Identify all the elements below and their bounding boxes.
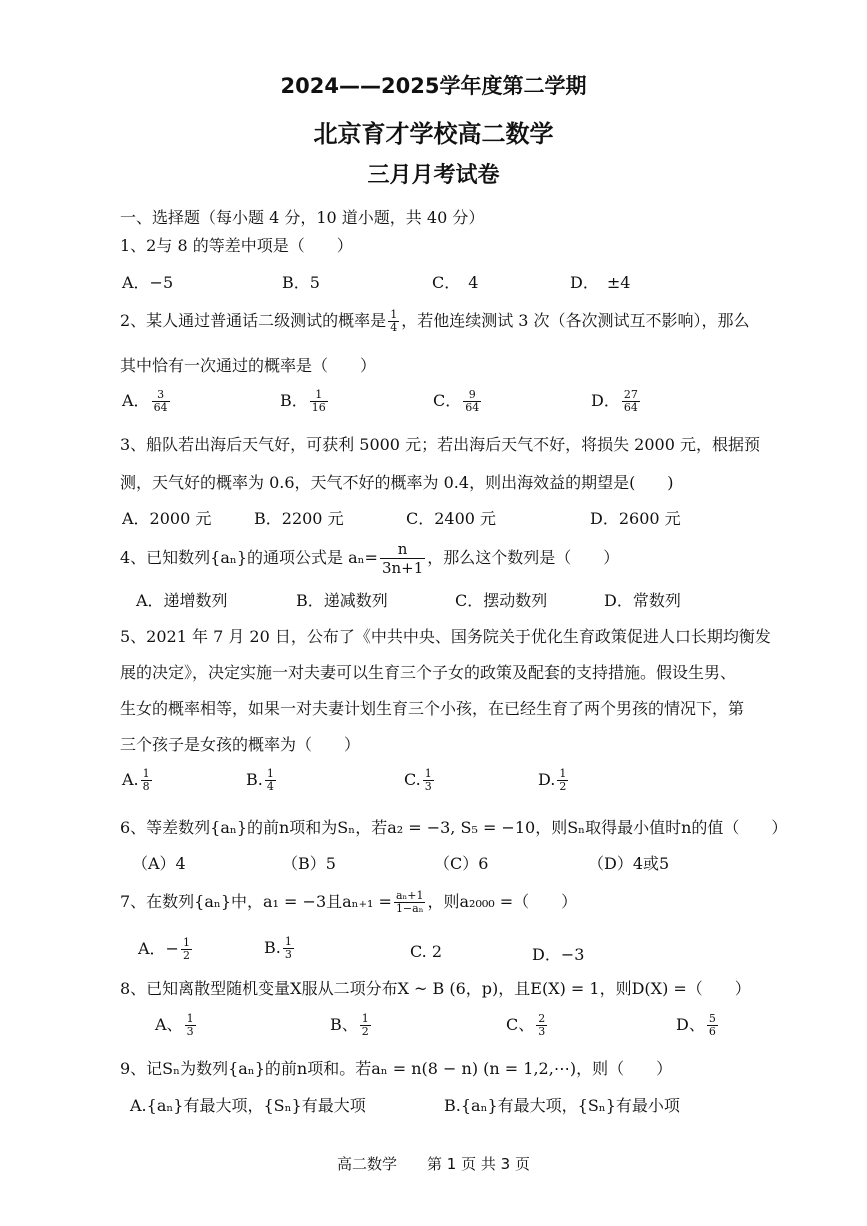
fraction-denominator: 64: [465, 401, 480, 414]
question-5-option-a: [122, 768, 154, 793]
option-fraction: [707, 1013, 718, 1038]
question-2-option-d: [591, 388, 642, 414]
fraction-denominator: 4: [390, 321, 398, 334]
question-5-stem-line-2: 展的决定》，决定实施一对夫妻可以生育三个子女的政策及配套的支持措施。假设生男、: [120, 663, 737, 682]
question-5-stem-line-3: 生女的概率相等，如果一对夫妻计划生育三个小孩，在已经生育了两个男孩的情况下，第: [120, 699, 745, 718]
question-2-fraction: [388, 309, 399, 334]
question-7-stem-end: ，则a₂₀₀₀ =（ ）: [427, 892, 578, 911]
school-course-title: 北京育才学校高二数学: [313, 120, 554, 148]
option-fraction: [152, 389, 170, 414]
option-label: D.: [538, 770, 556, 789]
option-label: B.: [246, 770, 263, 789]
question-4-option-d: D．常数列: [604, 591, 681, 610]
question-5-option-d: [538, 768, 570, 793]
question-9-stem: 9、记Sₙ为数列{aₙ}的前n项和。若aₙ = n(8 − n) (n = 1,2,⋯)，则（ ）: [120, 1059, 673, 1078]
question-4-stem-end: ，那么这个数列是（ ）: [427, 548, 620, 567]
school-year-title: 2024——2025学年度第二学期: [280, 74, 587, 98]
question-7-option-b: [264, 936, 296, 961]
option-fraction: [181, 937, 192, 962]
fraction-denominator: 3: [424, 780, 432, 793]
fraction-numerator: 1: [284, 935, 292, 948]
question-5-option-b: [246, 768, 278, 793]
question-2-stem-line-2: 其中恰有一次通过的概率是（ ）: [120, 356, 377, 375]
fraction-numerator: 1: [310, 389, 328, 402]
question-4-option-a: A．递增数列: [136, 591, 228, 610]
option-label: D、: [676, 1015, 705, 1034]
question-3-option-d: D．2600 元: [590, 509, 681, 528]
question-4-stem-start: 4、已知数列{aₙ}的通项公式是 aₙ=: [120, 548, 378, 567]
question-1-option-c: C． 4: [432, 273, 479, 292]
page-footer: 高二数学 第 1 页 共 3 页: [337, 1155, 530, 1173]
option-label: C、: [506, 1015, 535, 1034]
fraction-denominator: 3: [186, 1025, 194, 1038]
question-3-option-c: C．2400 元: [406, 509, 497, 528]
question-6-stem: 6、等差数列{aₙ}的前n项和为Sₙ，若a₂ = −3, S₅ = −10，则Sₙ取得最小值时n的值（ ）: [120, 818, 788, 837]
question-8-stem: 8、已知离散型随机变量X服从二项分布X ~ B (6，p)，且E(X) = 1，则D(X) =（ ）: [120, 979, 751, 998]
exam-title: 三月月考试卷: [367, 163, 500, 188]
fraction-denominator: 1−aₙ: [395, 902, 424, 915]
fraction-denominator: 2: [361, 1025, 369, 1038]
option-label: A、: [155, 1015, 183, 1034]
question-9-option-a: A.{aₙ}有最大项，{Sₙ}有最大项: [130, 1096, 366, 1115]
fraction-numerator: 1: [424, 767, 432, 780]
question-8-option-a: [155, 1012, 198, 1038]
fraction-numerator: 1: [142, 767, 150, 780]
option-fraction: [423, 768, 434, 793]
fraction-numerator: 5: [708, 1012, 716, 1025]
fraction-numerator: 9: [463, 389, 481, 402]
fraction-numerator: 1: [182, 936, 190, 949]
fraction-numerator: 27: [623, 388, 638, 401]
option-label: A.: [122, 770, 139, 789]
question-5-stem-line-4: 三个孩子是女孩的概率为（ ）: [120, 735, 361, 754]
question-7-stem-start: 7、在数列{aₙ}中，a₁ = −3且aₙ₊₁ =: [120, 892, 392, 911]
question-1-stem: 1、2与 8 的等差中项是（ ）: [120, 236, 353, 255]
fraction-denominator: 6: [708, 1025, 716, 1038]
question-5-option-c: [404, 768, 436, 793]
question-2-option-b: [280, 388, 330, 414]
question-3-option-a: A．2000 元: [122, 509, 212, 528]
fraction-numerator: 1: [186, 1012, 194, 1025]
question-7-fraction: [394, 890, 426, 915]
fraction-denominator: 64: [623, 401, 638, 414]
fraction-denominator: 2: [559, 780, 567, 793]
fraction-denominator: 64: [153, 401, 168, 414]
fraction-denominator: 2: [182, 949, 190, 962]
fraction-denominator: 8: [142, 780, 150, 793]
option-fraction: [310, 389, 328, 414]
question-5-stem-line-1: 5、2021 年 7 月 20 日，公布了《中共中央、国务院关于优化生育政策促进人口长期均衡发: [120, 627, 771, 646]
question-1-option-d: D． ±4: [570, 273, 631, 292]
fraction-denominator: 3: [284, 948, 292, 961]
option-fraction: [622, 389, 640, 414]
fraction-numerator: 2: [538, 1012, 546, 1025]
fraction-numerator: 1: [361, 1012, 369, 1025]
fraction-numerator: 3: [152, 389, 170, 402]
question-4-option-c: C．摆动数列: [455, 591, 548, 610]
fraction-numerator: 1: [559, 767, 567, 780]
fraction-denominator: 3n+1: [381, 559, 424, 577]
option-fraction: [283, 936, 294, 961]
option-label: C.: [404, 770, 421, 789]
question-6-option-b: （B）5: [282, 854, 336, 873]
option-label: A．: [122, 391, 150, 410]
question-7-stem: [120, 889, 577, 915]
fraction-denominator: 3: [538, 1025, 546, 1038]
question-2-stem: [120, 308, 750, 334]
fraction-denominator: 16: [311, 401, 326, 414]
question-3-stem-line-1: 3、船队若出海后天气好，可获利 5000 元；若出海后天气不好，将损失 2000 元，根据预: [120, 435, 760, 454]
question-2-option-c: [433, 388, 483, 414]
question-9-option-b: B.{aₙ}有最大项，{Sₙ}有最小项: [444, 1096, 680, 1115]
question-2-option-a: [122, 388, 172, 414]
option-label: B.: [264, 938, 281, 957]
question-7-option-a: [138, 936, 194, 962]
question-7-option-c: C. 2: [410, 942, 443, 961]
question-4-option-b: B．递减数列: [296, 591, 388, 610]
option-fraction: [557, 768, 568, 793]
option-label: D．: [591, 391, 620, 410]
option-fraction: [360, 1013, 371, 1038]
option-label: A．−: [138, 939, 179, 958]
fraction-numerator: n: [380, 540, 425, 559]
fraction-numerator: aₙ+1: [395, 889, 424, 902]
option-fraction: [185, 1013, 196, 1038]
option-label: B、: [330, 1015, 358, 1034]
option-label: C．: [433, 391, 462, 410]
question-7-option-d: D．−3: [532, 945, 585, 964]
fraction-numerator: 1: [266, 767, 274, 780]
question-3-stem-line-2: 测，天气好的概率为 0.6，天气不好的概率为 0.4，则出海效益的期望是( ): [120, 473, 674, 492]
question-1-option-a: A．−5: [122, 273, 174, 292]
question-8-option-c: [506, 1012, 549, 1038]
option-fraction: [463, 389, 481, 414]
option-label: B．: [280, 391, 308, 410]
question-1-option-b: B．5: [282, 273, 320, 292]
question-8-option-b: [330, 1012, 373, 1038]
option-fraction: [141, 768, 152, 793]
question-3-option-b: B．2200 元: [254, 509, 344, 528]
question-6-option-d: （D）4或5: [588, 854, 670, 873]
question-4-stem: [120, 540, 619, 577]
question-4-fraction: [380, 540, 425, 577]
question-8-option-d: [676, 1012, 720, 1038]
fraction-denominator: 4: [266, 780, 274, 793]
option-fraction: [536, 1013, 547, 1038]
question-2-stem-start: 2、某人通过普通话二级测试的概率是: [120, 311, 387, 330]
question-2-stem-end: ，若他连续测试 3 次（各次测试互不影响），那么: [401, 311, 750, 330]
section-heading-choice: 一、选择题（每小题 4 分，10 道小题，共 40 分）: [120, 208, 485, 227]
question-6-option-a: （A）4: [132, 854, 186, 873]
question-6-option-c: （C）6: [434, 854, 489, 873]
fraction-numerator: 1: [390, 308, 398, 321]
option-fraction: [265, 768, 276, 793]
